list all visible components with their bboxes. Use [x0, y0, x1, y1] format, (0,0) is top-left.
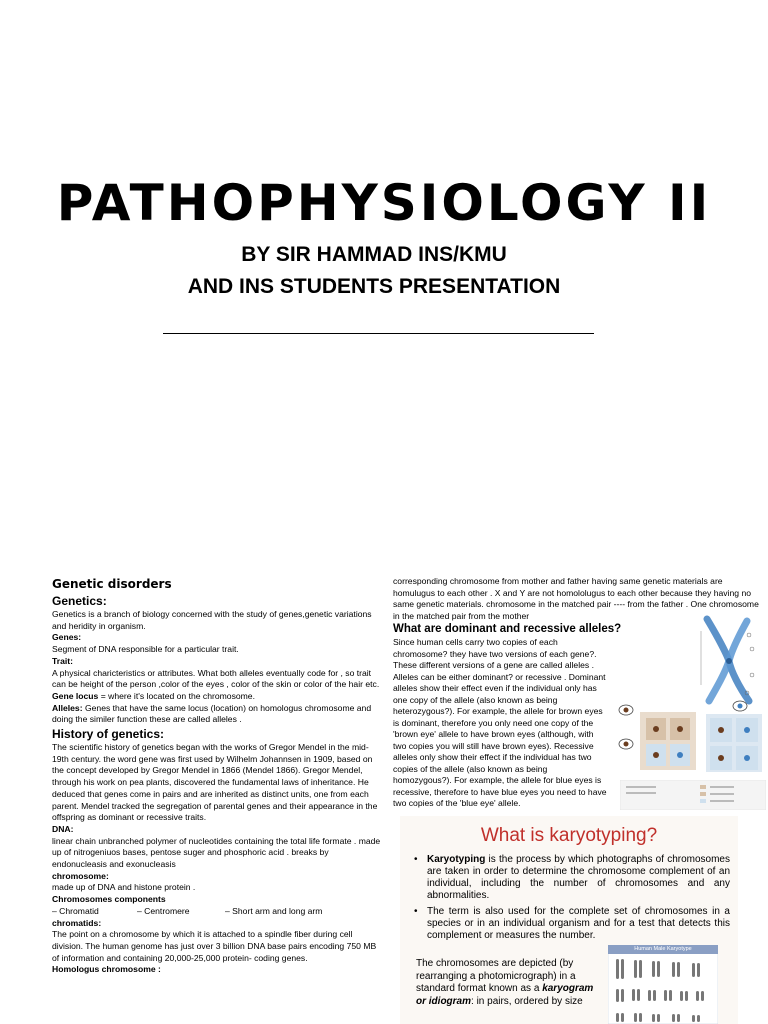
component-centromere: – Centromere [137, 905, 190, 916]
homologus-text: corresponding chromosome from mother and father having same genetic materials are homulugus to each other . X and Y are not homololugus to each other because they having no same genetic materials. chromosome in the matched pair ---- from the father . One chromosome in the matched pair from the mother [393, 576, 759, 621]
karyotyping-bullet-definition [414, 854, 730, 902]
gene-locus-definition [52, 691, 382, 703]
dominant-recessive-text: Since human cells carry two copies of each chromosome? they have two versions of each gene?. These different versions of a gene are called alleles . Alleles can be either dominant? or recessive . Dominant alleles show their effect even if the individual only has one copy of the allele (also known as being heterozygous?). For example, the allele for brown eyes is dominant, therefore you only need one copy of the 'brown eye' allele to have brown eyes (although, with two copies you will still have brown eyes). Recessive alleles only show their effect if the individual has two copies of the allele (also known as being homozygous?). For example, the allele for blue eyes is recessive, therefore to have blue eyes you need to have two copies of the 'blue eye' allele. [393, 637, 607, 808]
dna-definition: linear chain unbranched polymer of nucleotides containing the total life formate . made up of nitrogeniuos bases, pentose suger and phosphoric acid . breaks by endonucleasis and exonucleasis [52, 835, 381, 870]
document-title: PATHOPHYSIOLOGY II [56, 174, 712, 232]
karyotyping-bullet-term: • The term is also used for the complete set of chromosomes in a species or in an individual organism and for a test that detects this complement or measures the number. [414, 906, 730, 942]
label-dna: DNA: [52, 823, 74, 834]
alleles-definition [52, 703, 382, 726]
karyotyping-bullets [414, 854, 730, 946]
karyogram-description [416, 958, 596, 1008]
karyotype-image-title: Human Male Karyotype [608, 945, 718, 954]
title-underline [163, 333, 594, 334]
history-text: The scientific history of genetics began with the works of Gregor Mendel in the mid-19th century. the word gene was first used by Wilhelm Johannsen in 1909, based on the concept developed by Gregor Mendel in 1866 (Mendel 1866). Gregor Mendel, through his work on pea plants, discovered the fundamental laws of inheritance. He deduced that genes come in pairs and are inherited as distinct units, one from each parent. Mendel tracked the segregation of parental genes and their appearance in the offspring as dominant or recessive traits. [52, 742, 378, 823]
punnett-square-brown-eyes [618, 700, 700, 780]
label-chromatids: chromatids: [52, 917, 102, 928]
label-genes: Genes: [52, 632, 82, 643]
heading-dominant-recessive: What are dominant and recessive alleles? [393, 623, 622, 635]
human-male-karyotype-image [608, 945, 718, 1024]
karyotyping-slide-title: What is karyotyping? [480, 825, 658, 846]
section-heading-genetic-disorders: Genetic disorders [52, 577, 172, 591]
karyotyping-definition-text: is the process by which photographs of chromosomes are taken in order to determine the chromosome complement of an individual, including the number of chromosomes and any abnormalities. [427, 854, 730, 901]
label-homologus-chromosome: Homologus chromosome : [52, 964, 161, 975]
karyogram-text-a: The chromosomes are depicted (by rearranging a photomicrograph) in a standard format known as a [416, 958, 576, 995]
term-karyogram: karyogram or idiogram [416, 983, 594, 1007]
label-alleles: Alleles: [52, 702, 83, 713]
genes-definition: Segment of DNA responsible for a particular trait. [52, 644, 239, 655]
trait-definition: A physical charicteristics or attributes. What both alleles eventually code for , so trait can be height of the person ,color of the eyes , color of the skin or color of the hair etc. [52, 667, 380, 690]
label-chromosome-components: Chromosomes components [52, 894, 166, 905]
punnett-square-blue-eyes [700, 700, 768, 780]
component-chromatid: – Chromatid [52, 905, 99, 916]
subtitle-author: BY SIR HAMMAD INS/KMU [241, 243, 507, 266]
chromatids-definition: The point on a chromosome by which it is attached to a spindle fiber during cell division. The human genome has just over 3 billion DNA base pairs encoding 750 MB of information and containing 20,000-25,000 protein- coding genes. [52, 929, 377, 963]
chromosome-definition: made up of DNA and histone protein . [52, 882, 196, 893]
component-arms: – Short arm and long arm [225, 905, 323, 916]
alleles-text: Genes that have the same locus (location) on homologus chromosome and doing the similer function these are called alleles . [52, 702, 372, 725]
subtitle-presentation: AND INS STUDENTS PRESENTATION [187, 275, 561, 298]
genetics-definition: Genetics is a branch of biology concerned with the study of genes,genetic variations and heridity in organism. [52, 609, 372, 631]
genetics-notes-column [52, 576, 382, 976]
punnett-legend [620, 780, 766, 810]
label-chromosome: chromosome: [52, 870, 109, 881]
heading-genetics: Genetics: [52, 594, 107, 608]
karyogram-text-b: : in pairs, ordered by size [471, 995, 583, 1007]
chromosome-components-list [52, 906, 382, 918]
chromosome-illustration [697, 615, 757, 705]
gene-locus-text: = where it's located on the chromosome. [98, 690, 255, 701]
label-gene-locus: Gene locus [52, 690, 99, 701]
heading-history-of-genetics: History of genetics: [52, 727, 165, 742]
term-karyotyping: Karyotyping [427, 854, 486, 865]
label-trait: Trait: [52, 655, 74, 666]
